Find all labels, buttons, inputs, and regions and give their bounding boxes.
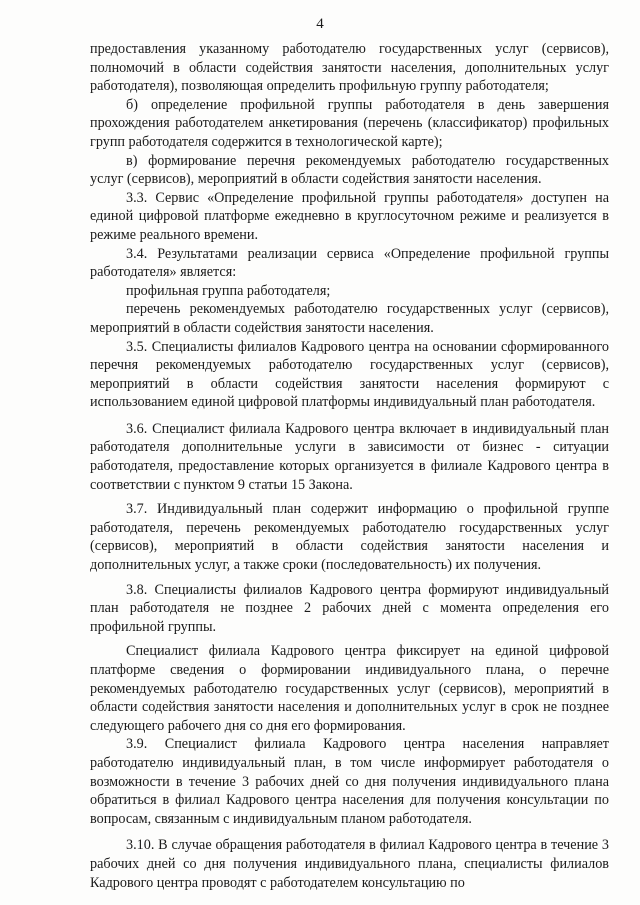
paragraph-item-v: в) формирование перечня рекомендуемых работодателю государственных услуг (сервисов), мероприятий в области содействия занятости населения. — [90, 152, 609, 188]
paragraph-3-10: 3.10. В случае обращения работодателя в филиал Кадрового центра в течение 3 рабочих дней со дня получения индивидуального плана, специалисты филиалов Кадрового центра проводят с работодателем консультацию по — [90, 837, 609, 891]
paragraph-3-6: 3.6. Специалист филиала Кадрового центра включает в индивидуальный план работодателя дополнительные услуги в зависимости от бизнес - ситуации работодателя, предоставление которых организуется в филиале Кадрового центра в соответствии с пунктом 9 статьи 15 Закона. — [90, 420, 609, 493]
paragraph-3-7: 3.7. Индивидуальный план содержит информацию о профильной группе работодателя, перечень рекомендуемых работодателю государственных услуг (сервисов), мероприятий в области содействия занятости населения и дополнительных услуг, а также сроки (последовательность) их получения. — [90, 501, 609, 574]
page-number: 4 — [316, 16, 324, 32]
paragraph-3-4: 3.4. Результатами реализации сервиса «Определение профильной группы работодателя» является: — [90, 245, 609, 281]
document-body — [90, 40, 609, 892]
paragraph-3-8: 3.8. Специалисты филиалов Кадрового центра формируют индивидуальный план работодателя не позднее 2 рабочих дней с момента определения его профильной группы. — [90, 581, 609, 635]
paragraph-3-8-specialist: Специалист филиала Кадрового центра фиксирует на единой цифровой платформе сведения о формировании индивидуального плана, о перечне рекомендуемых работодателю государственных услуг (сервисов), мероприятий в области содействия занятости населения и дополнительных услуг в срок не позднее следующего рабочего дня со дня его формирования. — [90, 643, 609, 734]
paragraph-3-3: 3.3. Сервис «Определение профильной группы работодателя» доступен на единой цифровой платформе ежедневно в круглосуточном режиме и реализуется в режиме реального времени. — [90, 189, 609, 243]
paragraph-item-b: б) определение профильной группы работодателя в день завершения прохождения работодателем анкетирования (перечень (классификатор) профильных групп работодателя содержится в технологической карте); — [90, 96, 609, 150]
paragraph-3-5: 3.5. Специалисты филиалов Кадрового центра на основании сформированного перечня рекомендуемых работодателю государственных услуг (сервисов), мероприятий в области содействия занятости населения формируют с использованием единой цифровой платформы индивидуальный план работодателя. — [90, 338, 609, 411]
paragraph-3-4-result-2: перечень рекомендуемых работодателю государственных услуг (сервисов), мероприятий в области содействия занятости населения. — [90, 301, 609, 336]
paragraph-3-9: 3.9. Специалист филиала Кадрового центра населения направляет работодателю индивидуальный план, в том числе информирует работодателя о возможности в течение 3 рабочих дней со дня получения индивидуального плана обратиться в филиал Кадрового центра населения для получения консультации по вопросам, связанным с индивидуальным планом работодателя. — [90, 736, 609, 827]
paragraph-continuation: предоставления указанному работодателю государственных услуг (сервисов), полномочий в области содействия занятости населения, дополнительных услуг работодателя), позволяющая определить профильную группу работодателя; — [90, 41, 609, 95]
paragraph-3-4-result-1: профильная группа работодателя; — [126, 282, 331, 299]
